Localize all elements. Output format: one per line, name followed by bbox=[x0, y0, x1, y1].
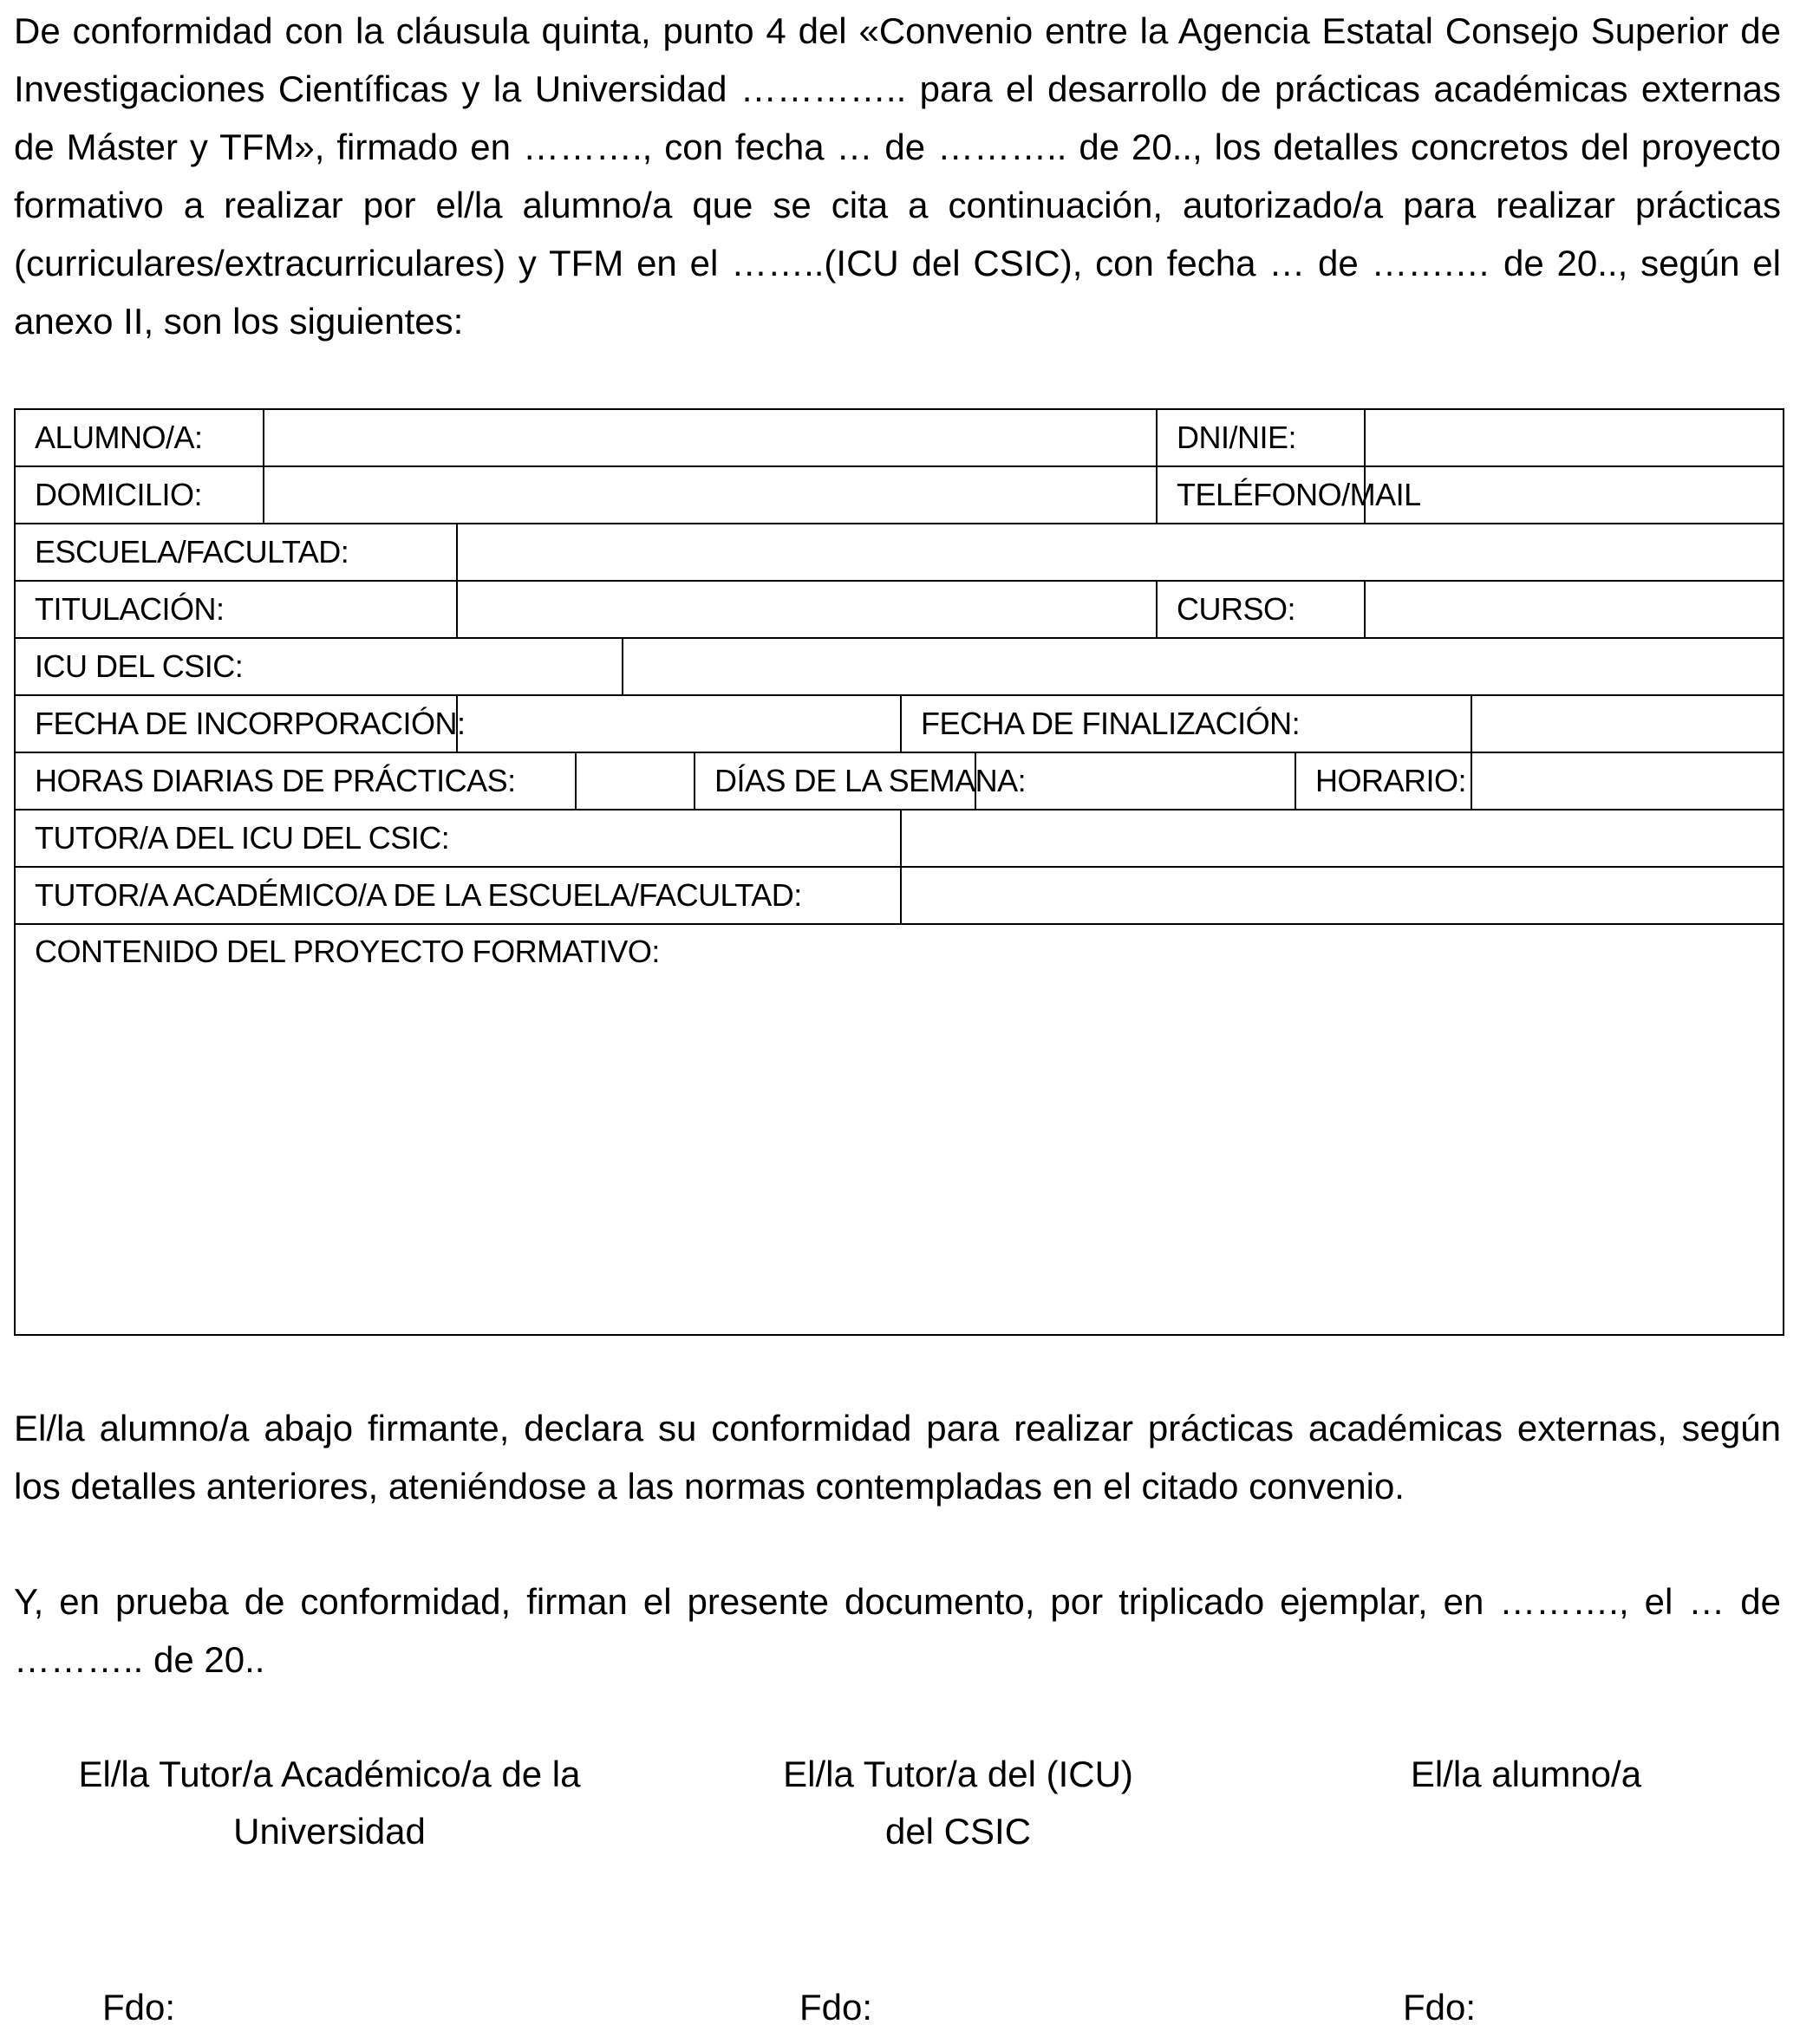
curso-field[interactable] bbox=[1365, 581, 1784, 638]
training-project-form bbox=[14, 408, 1784, 1336]
fdo-tutor-icu: Fdo: bbox=[799, 1987, 873, 2028]
icu-field[interactable] bbox=[623, 638, 1784, 695]
alumno-field[interactable] bbox=[264, 409, 1157, 466]
fecha-finalizacion-label: FECHA DE FINALIZACIÓN: bbox=[901, 695, 1471, 752]
horario-field[interactable] bbox=[1471, 752, 1784, 810]
tutor-icu-label: TUTOR/A DEL ICU DEL CSIC: bbox=[15, 810, 901, 867]
signature-alumno-line1: El/la alumno/a bbox=[1410, 1754, 1642, 1794]
row-titulacion bbox=[15, 581, 1784, 638]
row-domicilio bbox=[15, 466, 1784, 524]
signature-tutor-icu-line2: del CSIC bbox=[884, 1811, 1032, 1852]
dni-field[interactable] bbox=[1365, 409, 1784, 466]
domicilio-label: DOMICILIO: bbox=[15, 466, 264, 524]
row-horas bbox=[15, 752, 1784, 810]
row-tutor-icu bbox=[15, 810, 1784, 867]
domicilio-field[interactable] bbox=[264, 466, 1157, 524]
horas-field[interactable] bbox=[576, 752, 695, 810]
tutor-academico-field[interactable] bbox=[901, 867, 1784, 924]
tutor-academico-label: TUTOR/A ACADÉMICO/A DE LA ESCUELA/FACULTAD: bbox=[15, 867, 901, 924]
escuela-label: ESCUELA/FACULTAD: bbox=[15, 524, 457, 581]
signature-alumno bbox=[1379, 1746, 1673, 1803]
curso-label: CURSO: bbox=[1157, 581, 1365, 638]
escuela-field[interactable] bbox=[457, 524, 1784, 581]
signature-tutor-icu bbox=[763, 1746, 1153, 1860]
titulacion-label: TITULACIÓN: bbox=[15, 581, 457, 638]
signature-tutor-academico-line1: El/la Tutor/a Académico/a de la bbox=[78, 1754, 581, 1794]
tutor-icu-field[interactable] bbox=[901, 810, 1784, 867]
row-tutor-academico bbox=[15, 867, 1784, 924]
fecha-finalizacion-field[interactable] bbox=[1471, 695, 1784, 752]
signature-tutor-academico-line2: Universidad bbox=[233, 1811, 426, 1852]
fecha-incorporacion-field[interactable] bbox=[457, 695, 901, 752]
row-alumno bbox=[15, 409, 1784, 466]
telefono-label: TELÉFONO/MAIL bbox=[1157, 466, 1365, 524]
row-escuela bbox=[15, 524, 1784, 581]
titulacion-field[interactable] bbox=[457, 581, 1157, 638]
dias-label: DÍAS DE LA SEMANA: bbox=[695, 752, 975, 810]
contenido-label: CONTENIDO DEL PROYECTO FORMATIVO: bbox=[35, 934, 660, 969]
contenido-field[interactable] bbox=[15, 924, 1784, 1335]
icu-label: ICU DEL CSIC: bbox=[15, 638, 623, 695]
signature-tutor-academico bbox=[52, 1746, 607, 1860]
intro-paragraph: De conformidad con la cláusula quinta, punto 4 del «Convenio entre la Agencia Estatal Consejo Superior de Investigaciones Científicas y la Universidad ………….. para el desarrollo de prácticas académicas externas de Máster y TFM», firmado en ………., con fecha … de ……….. de 20.., los detalles concretos del proyecto formativo a realizar por el/la alumno/a que se cita a continuación, autorizado/a para realizar prácticas (curriculares/extracurriculares) y TFM en el ……..(ICU del CSIC), con fecha … de …….… de 20.., según el anexo II, son los siguientes: bbox=[14, 10, 1781, 342]
row-contenido bbox=[15, 924, 1784, 1335]
alumno-label: ALUMNO/A: bbox=[15, 409, 264, 466]
closing-paragraph: Y, en prueba de conformidad, firman el presente documento, por triplicado ejemplar, en ………., el … de ……….. de 20.. bbox=[14, 1581, 1781, 1680]
row-icu bbox=[15, 638, 1784, 695]
fdo-alumno: Fdo: bbox=[1403, 1987, 1477, 2028]
signature-tutor-icu-line1: El/la Tutor/a del (ICU) bbox=[783, 1754, 1133, 1794]
dni-label: DNI/NIE: bbox=[1157, 409, 1365, 466]
horas-label: HORAS DIARIAS DE PRÁCTICAS: bbox=[15, 752, 576, 810]
telefono-field[interactable] bbox=[1365, 466, 1784, 524]
fdo-tutor-academico: Fdo: bbox=[102, 1987, 176, 2028]
row-fechas bbox=[15, 695, 1784, 752]
horario-label: HORARIO: bbox=[1295, 752, 1471, 810]
fecha-incorporacion-label: FECHA DE INCORPORACIÓN: bbox=[15, 695, 457, 752]
declaration-paragraph: El/la alumno/a abajo firmante, declara su conformidad para realizar prácticas académicas externas, según los detalles anteriores, ateniéndose a las normas contempladas en el citado convenio. bbox=[14, 1408, 1781, 1507]
